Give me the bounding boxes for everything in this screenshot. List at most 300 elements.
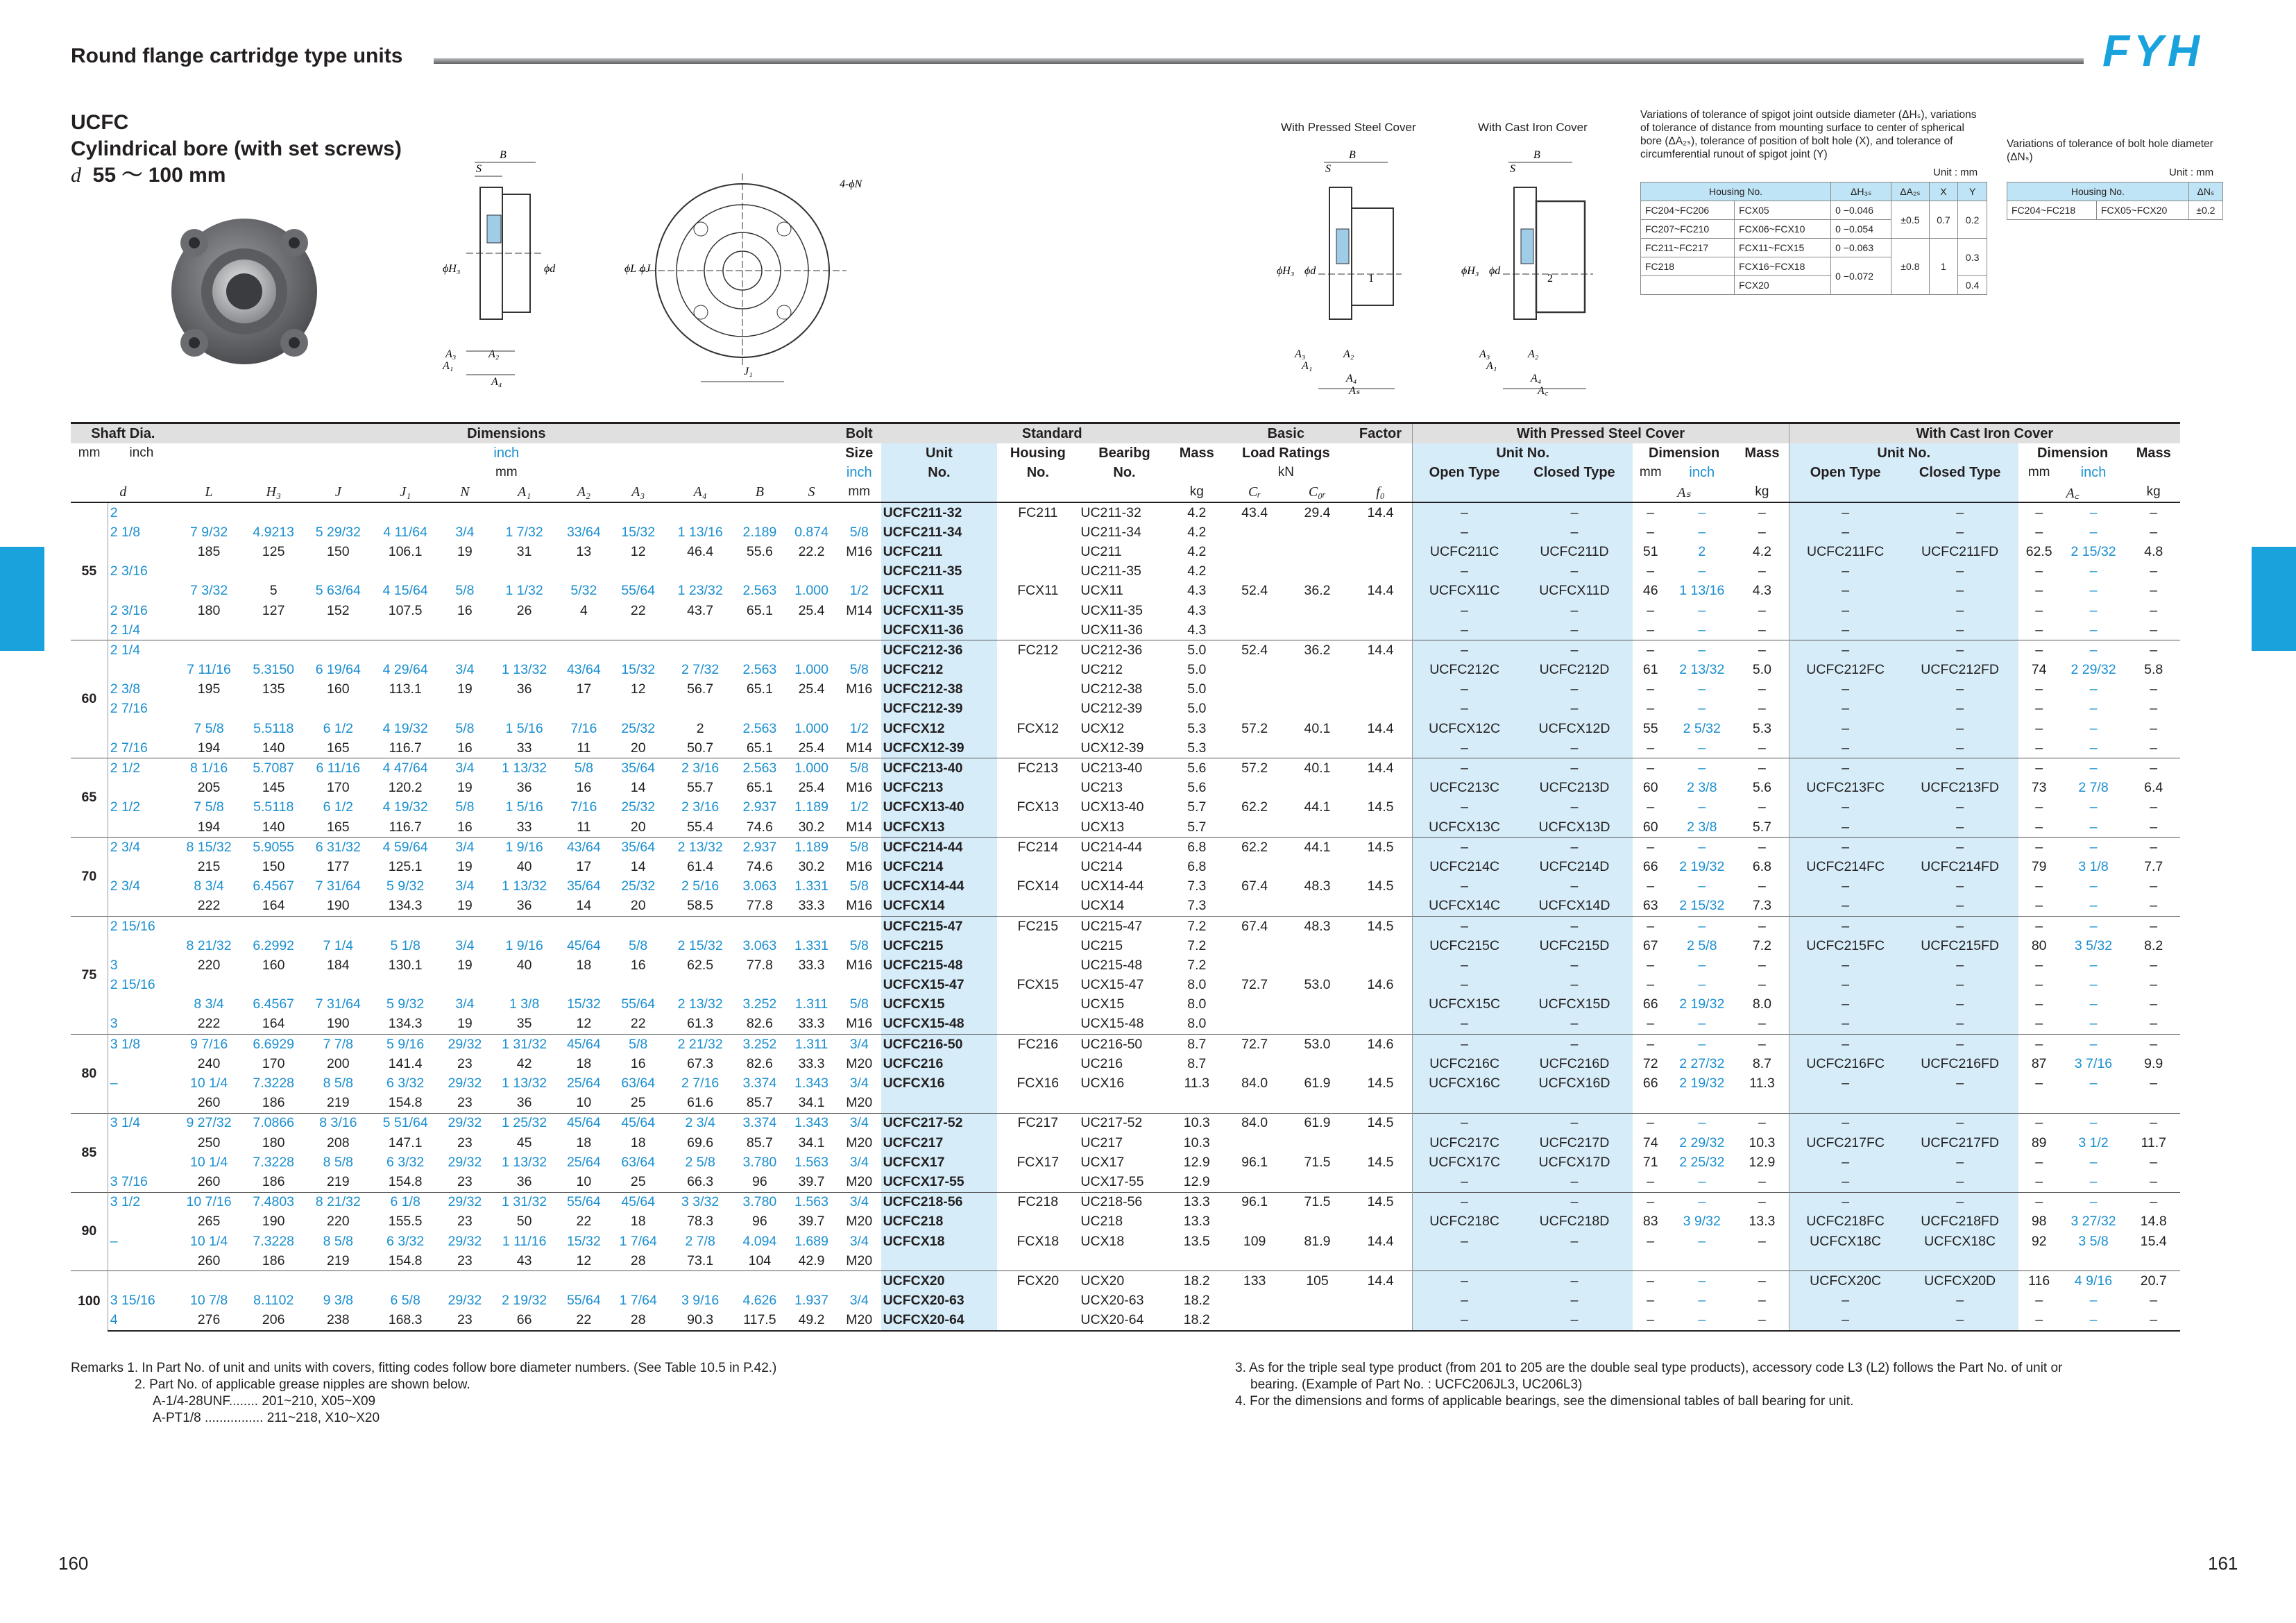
sym-b: B: [734, 482, 786, 502]
cast-closed-cell: –: [1902, 1311, 2018, 1331]
dimension-cell: [667, 620, 734, 640]
dimension-cell: 1 13/32: [502, 1076, 547, 1091]
steel-mass-cell: –: [1735, 916, 1789, 936]
unit-no-cell: UCFCX16: [881, 1073, 998, 1093]
cor-cell: [1286, 1054, 1348, 1073]
dimension-cell: 6.4567: [253, 996, 295, 1012]
steel-as-mm-cell: –: [1633, 838, 1668, 858]
housing-no-cell: [997, 542, 1078, 561]
cast-ac-inch-cell: –: [2089, 1293, 2098, 1309]
steel-mass-cell: –: [1735, 1271, 1789, 1291]
dimension-cell: 2 3/16: [681, 799, 720, 815]
mass-cell: 13.3: [1171, 1192, 1223, 1212]
svg-text:ϕd: ϕd: [1304, 265, 1316, 277]
bolt-cell: 1/2: [849, 720, 869, 736]
head-cast-closed: Closed Type: [1902, 463, 2018, 482]
unit-no-cell: UCFC215-48: [881, 955, 998, 975]
f0-cell: 14.4: [1349, 1271, 1413, 1291]
steel-as-mm-cell: –: [1647, 977, 1655, 993]
cr-cell: [1223, 995, 1286, 1014]
steel-open-cell: –: [1413, 976, 1516, 995]
cast-ac-mm-cell: –: [2018, 916, 2060, 936]
steel-closed-cell: UCFCX13D: [1516, 817, 1633, 838]
unit-no-cell: UCFCX13-40: [881, 798, 998, 817]
cor-cell: [1286, 601, 1348, 620]
cast-open-cell: UCFC213FC: [1789, 779, 1901, 798]
unit-no-cell: UCFC211-34: [881, 522, 998, 542]
dimension-cell: 11: [577, 819, 591, 835]
steel-as-inch-cell: –: [1698, 957, 1706, 973]
cast-ac-inch-cell: –: [2089, 740, 2098, 756]
dimension-cell: 1 7/64: [619, 1233, 657, 1249]
dimension-cell: 2 19/32: [502, 1293, 547, 1309]
cast-closed-cell: –: [1902, 640, 2018, 661]
cast-closed-cell: –: [1902, 1192, 2018, 1212]
steel-open-cell: –: [1413, 699, 1516, 719]
mass-cell: 13.5: [1183, 1233, 1210, 1249]
dimension-cell: 130.1: [388, 957, 423, 973]
dimension-cell: [176, 562, 243, 581]
cast-ac-inch-cell: –: [2089, 563, 2098, 579]
cast-closed-cell: –: [1902, 719, 2018, 738]
mass-cell: 4.3: [1187, 602, 1207, 618]
dimension-cell: 190: [327, 1016, 350, 1032]
dimension-cell: 90.3: [667, 1311, 734, 1331]
bearing-no-cell: UC218-56: [1078, 1192, 1170, 1212]
dimension-cell: 5.9055: [242, 838, 304, 858]
mass-cell: 5.0: [1187, 662, 1207, 678]
dimension-cell: [372, 916, 439, 936]
dimension-cell: [439, 1271, 491, 1291]
mass-cell: [1171, 1251, 1223, 1271]
bearing-no-cell: UC218: [1080, 1214, 1123, 1230]
dimension-cell: 28: [630, 1252, 646, 1268]
shaft-inch-cell: 3 1/2: [108, 1192, 175, 1212]
dimension-cell: 154.8: [388, 1173, 423, 1189]
shaft-inch-cell: [108, 1054, 175, 1073]
dimension-cell: 177: [327, 858, 350, 874]
dimension-cell: 2 7/32: [681, 662, 720, 678]
cast-open-cell: UCFC215FC: [1789, 936, 1901, 955]
bolt-cell: [837, 562, 881, 581]
cast-mass-cell: [2127, 1094, 2180, 1114]
dimension-cell: 2: [696, 720, 704, 736]
cast-ac-mm-cell: –: [2018, 1035, 2060, 1055]
cast-mass-cell: –: [2127, 1113, 2180, 1133]
bearing-no-cell: UCX12: [1080, 720, 1125, 736]
cast-open-cell: UCFC212FC: [1789, 661, 1901, 680]
steel-open-cell: UCFC214C: [1413, 857, 1516, 876]
table-row: [71, 955, 2180, 975]
steel-closed-cell: –: [1516, 798, 1633, 817]
steel-mass-cell: –: [1735, 502, 1789, 522]
steel-open-cell: UCFC215C: [1413, 936, 1516, 955]
dimension-cell: 19: [457, 780, 473, 796]
dimension-cell: 4 11/64: [383, 524, 427, 540]
shaft-inch-cell: [108, 581, 175, 601]
dimension-cell: 1.331: [794, 937, 828, 953]
dimension-cell: 17: [576, 681, 592, 697]
steel-as-mm-cell: –: [1633, 916, 1668, 936]
dimension-cell: 3/4: [455, 524, 475, 540]
steel-as-inch-cell: –: [1698, 563, 1706, 579]
housing-no-cell: [997, 1054, 1078, 1073]
dimension-cell: 55/64: [566, 1293, 601, 1309]
steel-as-inch-cell: –: [1668, 1192, 1735, 1212]
steel-as-inch-cell: 2: [1698, 543, 1706, 559]
dimension-cell: 2.937: [742, 799, 777, 815]
cast-closed-cell: UCFC217FD: [1902, 1133, 2018, 1153]
housing-no-cell: [997, 620, 1078, 640]
dimension-cell: 15/32: [621, 524, 656, 540]
shaft-inch-cell: 2 7/16: [110, 701, 148, 717]
dimension-cell: 66: [491, 1311, 558, 1331]
dimension-cell: 45/64: [610, 1113, 667, 1133]
steel-as-inch-cell: –: [1698, 681, 1706, 697]
bearing-no-cell: UCX14-44: [1080, 878, 1144, 894]
dimension-cell: [734, 502, 786, 522]
cast-mass-cell: –: [2127, 1192, 2180, 1212]
unit-no-cell: UCFCX11: [881, 581, 998, 601]
cast-ac-mm-cell: 79: [2031, 858, 2047, 874]
steel-open-cell: –: [1413, 1172, 1516, 1192]
cor-cell: 36.2: [1304, 583, 1331, 599]
cor-cell: 48.3: [1304, 878, 1331, 894]
dimension-cell: [558, 699, 610, 719]
dimension-cell: 7 31/64: [315, 996, 361, 1012]
dimension-cell: 170: [262, 1055, 285, 1071]
cast-ac-inch-cell: –: [2060, 916, 2127, 936]
cast-closed-cell: –: [1902, 897, 2018, 917]
dimension-cell: 58.5: [687, 898, 714, 914]
housing-no-cell: [997, 1311, 1078, 1331]
cor-cell: [1286, 779, 1348, 798]
steel-mass-cell: –: [1758, 1173, 1766, 1189]
dimension-cell: [667, 640, 734, 661]
housing-no-cell: FCX14: [1017, 878, 1060, 894]
dimension-cell: 140: [262, 740, 285, 756]
dimension-cell: [176, 916, 243, 936]
svg-text:S: S: [476, 163, 482, 175]
steel-closed-cell: UCFC218D: [1516, 1212, 1633, 1232]
dimension-cell: [242, 699, 304, 719]
cast-closed-cell: –: [1902, 699, 2018, 719]
steel-as-mm-cell: –: [1647, 701, 1655, 717]
dimension-cell: 186: [262, 1252, 285, 1268]
shaft-mm-cell: 70: [71, 838, 108, 917]
steel-mass-cell: 12.9: [1749, 1154, 1776, 1170]
dimension-cell: 20: [630, 740, 646, 756]
remark-2: 2. Part No. of applicable grease nipples are shown below.: [135, 1377, 470, 1392]
sym-s: S: [785, 482, 837, 502]
svg-text:ϕH₃: ϕH₃: [1277, 265, 1295, 277]
steel-open-cell: –: [1413, 1014, 1516, 1035]
cast-closed-cell: –: [1902, 601, 2018, 620]
steel-closed-cell: –: [1516, 1311, 1633, 1331]
steel-as-inch-cell: 3 9/32: [1683, 1214, 1721, 1230]
dimension-cell: 2 7/8: [685, 1233, 715, 1249]
cor-cell: [1286, 1311, 1348, 1331]
cr-cell: [1223, 601, 1286, 620]
shaft-inch-cell: [108, 1153, 175, 1172]
dimension-cell: [558, 1271, 610, 1291]
cast-ac-mm-cell: –: [2035, 1293, 2043, 1309]
steel-mass-cell: 8.7: [1752, 1055, 1771, 1071]
mass-cell: 10.3: [1183, 1135, 1210, 1150]
dimension-cell: 63/64: [621, 1076, 656, 1091]
dimension-cell: 22: [576, 1214, 592, 1230]
dimension-cell: 8 3/4: [194, 996, 224, 1012]
housing-no-cell: [997, 1094, 1078, 1114]
cor-cell: [1286, 1212, 1348, 1232]
cast-ac-mm-cell: –: [2035, 957, 2043, 973]
dimension-cell: 219: [327, 1252, 350, 1268]
cr-cell: [1223, 857, 1286, 876]
head-bolt: Bolt: [837, 423, 881, 444]
dimension-cell: 12: [576, 1252, 592, 1268]
page-number-right: 161: [2208, 1553, 2238, 1574]
bolt-cell: 1/2: [849, 799, 869, 815]
shaft-mm-cell: 55: [71, 502, 108, 640]
cor-cell: 44.1: [1286, 838, 1348, 858]
dimension-cell: 7.4803: [242, 1192, 304, 1212]
unit-no-cell: UCFC218: [881, 1212, 998, 1232]
dimension-cell: 4 59/64: [372, 838, 439, 858]
dimension-cell: [176, 502, 243, 522]
cast-closed-cell: UCFC213FD: [1902, 779, 2018, 798]
sym-kg: kg: [1171, 482, 1223, 502]
housing-no-cell: [997, 661, 1078, 680]
dimension-cell: 1.343: [794, 1076, 828, 1091]
sym-cor: C₀ᵣ: [1286, 482, 1348, 502]
dimension-cell: 125.1: [388, 858, 423, 874]
f0-cell: [1349, 857, 1413, 876]
dimension-cell: 16: [576, 780, 592, 796]
unit-no-cell: UCFC213: [881, 779, 998, 798]
dimension-cell: 4.094: [742, 1233, 777, 1249]
table-row: [71, 1192, 2180, 1212]
dimension-cell: [242, 620, 304, 640]
cast-ac-inch-cell: –: [2089, 996, 2098, 1012]
cast-ac-inch-cell: 3 7/16: [2074, 1055, 2113, 1071]
dimension-cell: 33/64: [566, 524, 601, 540]
cast-mass-cell: –: [2150, 701, 2158, 717]
dimension-cell: [439, 620, 491, 640]
dimension-cell: 6 1/2: [323, 720, 354, 736]
tol1-cell: [1641, 276, 1735, 295]
dimension-cell: 4 47/64: [372, 758, 439, 779]
dimension-cell: 1.000: [794, 662, 828, 678]
cast-ac-mm-cell: –: [2035, 701, 2043, 717]
head-size: Size: [845, 445, 874, 461]
tol1-cell: 1: [1929, 239, 1958, 295]
bearing-no-cell: UCX20: [1078, 1271, 1170, 1291]
cast-ac-inch-cell: –: [2089, 819, 2098, 835]
dimension-cell: 164: [262, 898, 285, 914]
steel-as-mm-cell: 61: [1642, 662, 1658, 678]
steel-as-inch-cell: 2 19/32: [1679, 858, 1725, 874]
dimension-cell: [785, 916, 837, 936]
shaft-inch-cell: 2 3/16: [110, 563, 148, 579]
unit-no-cell: UCFC218-56: [881, 1192, 998, 1212]
bolt-cell: 3/4: [849, 1154, 869, 1170]
bearing-no-cell: UCX11: [1080, 583, 1123, 599]
dimension-cell: 10 7/16: [176, 1192, 243, 1212]
cast-ac-inch-cell: –: [2089, 1154, 2098, 1170]
f0-cell: [1349, 995, 1413, 1014]
dimension-cell: 205: [197, 780, 221, 796]
dimension-cell: 29/32: [439, 1192, 491, 1212]
cast-ac-inch-cell: 4 9/16: [2060, 1271, 2127, 1291]
dimension-cell: 25/32: [621, 878, 656, 894]
shaft-inch-cell: [108, 1094, 175, 1114]
unit-no-cell: UCFC212-38: [881, 680, 998, 699]
dimension-cell: 29/32: [439, 1113, 491, 1133]
bolt-cell: M16: [846, 780, 873, 796]
tolerance-table-1: [1640, 182, 1987, 295]
steel-closed-cell: –: [1516, 1271, 1633, 1291]
steel-as-inch-cell: –: [1698, 977, 1706, 993]
cast-ac-mm-cell: 80: [2031, 937, 2047, 953]
dimension-cell: [372, 976, 439, 995]
shaft-inch-cell: –: [110, 1076, 118, 1091]
tol1-head-y: Y: [1958, 182, 1987, 201]
dimension-cell: 25: [630, 1173, 646, 1189]
dimension-cell: 1.000: [785, 758, 837, 779]
cast-closed-cell: –: [1902, 817, 2018, 838]
cor-cell: [1286, 680, 1348, 699]
dimension-cell: 25/64: [566, 1154, 601, 1170]
cr-cell: [1223, 1014, 1286, 1035]
dimension-cell: 10 7/8: [189, 1293, 228, 1309]
unit-no-cell: [881, 1251, 998, 1271]
dimension-cell: [734, 916, 786, 936]
svg-text:S: S: [1325, 163, 1331, 175]
cast-mass-cell: 14.8: [2140, 1214, 2167, 1230]
dimension-cell: 4 19/32: [382, 720, 428, 736]
cast-open-cell: –: [1789, 680, 1901, 699]
steel-as-mm-cell: 83: [1642, 1214, 1658, 1230]
dimension-cell: [242, 1271, 304, 1291]
cast-closed-cell: –: [1902, 581, 2018, 601]
dimension-cell: 19: [457, 898, 473, 914]
dimension-cell: 56.7: [687, 681, 714, 697]
head-steel-mm: mm: [1639, 465, 1662, 479]
shaft-inch-cell: [108, 936, 175, 955]
dimension-cell: 7.3228: [253, 1076, 295, 1091]
cast-ac-inch-cell: –: [2089, 878, 2098, 894]
svg-text:A₃: A₃: [1295, 348, 1306, 360]
steel-closed-cell: –: [1516, 699, 1633, 719]
tol1-cell: 0.3: [1958, 239, 1987, 276]
svg-text:B: B: [1533, 149, 1540, 161]
remark-2b: A-PT1/8 ................ 211~218, X10~X20: [153, 1411, 380, 1425]
cast-ac-mm-cell: –: [2035, 681, 2043, 697]
tol1-cell: FCX20: [1735, 276, 1831, 295]
dimension-cell: [305, 1271, 372, 1291]
cast-ac-mm-cell: –: [2018, 758, 2060, 779]
steel-as-inch-cell: [1668, 1251, 1735, 1271]
steel-mass-cell: –: [1735, 838, 1789, 858]
bolt-cell: [837, 699, 881, 719]
bolt-cell: [837, 1271, 881, 1291]
dimension-cell: 19: [457, 543, 473, 559]
steel-closed-cell: –: [1516, 680, 1633, 699]
head-dimensions: Dimensions: [176, 423, 837, 444]
cast-mass-cell: –: [2150, 878, 2158, 894]
shaft-inch-cell: 2 1/4: [110, 622, 141, 638]
f0-cell: 14.4: [1367, 720, 1394, 736]
cast-ac-mm-cell: –: [2035, 996, 2043, 1012]
steel-as-mm-cell: –: [1647, 1293, 1655, 1309]
dimension-cell: 14: [576, 898, 592, 914]
svg-text:B: B: [500, 149, 507, 161]
dimension-cell: 116.7: [389, 819, 422, 835]
steel-open-cell: –: [1413, 1232, 1516, 1251]
cast-ac-inch-cell: –: [2089, 524, 2098, 540]
bolt-cell: 3/4: [837, 1035, 881, 1055]
cor-cell: [1286, 562, 1348, 581]
front-view-drawing: [624, 167, 874, 402]
tol1-head-h3s: ΔH₃ₛ: [1831, 182, 1891, 201]
housing-no-cell: [997, 779, 1078, 798]
steel-open-cell: –: [1413, 916, 1516, 936]
table-row: [71, 699, 2180, 719]
steel-as-mm-cell: –: [1647, 878, 1655, 894]
svg-text:Aₛ: Aₛ: [1349, 385, 1360, 397]
tol1-cell: 0.4: [1958, 276, 1987, 295]
head-mm: mm: [78, 445, 101, 460]
dimension-cell: 4.626: [742, 1293, 777, 1309]
steel-mass-cell: –: [1758, 602, 1766, 618]
mass-cell: 6.8: [1171, 838, 1223, 858]
dimension-cell: 25.4: [798, 740, 825, 756]
bolt-cell: M16: [846, 957, 873, 973]
dimension-cell: 3.063: [742, 937, 777, 953]
dimension-cell: 2.563: [742, 662, 777, 678]
steel-closed-cell: –: [1516, 601, 1633, 620]
cast-ac-inch-cell: 3 1/8: [2078, 858, 2109, 874]
steel-mass-cell: 5.7: [1752, 819, 1771, 835]
cast-ac-mm-cell: –: [2035, 524, 2043, 540]
dimension-cell: [491, 699, 558, 719]
cast-mass-cell: 5.8: [2144, 662, 2163, 678]
table-row: [71, 936, 2180, 955]
head-load-ratings: Load Ratings: [1241, 445, 1330, 461]
svg-text:2: 2: [1547, 273, 1553, 284]
dimension-cell: 5/32: [570, 583, 597, 599]
dimension-cell: [305, 620, 372, 640]
dimension-cell: 5/8: [610, 1035, 667, 1055]
dimension-cell: 2 3/16: [667, 758, 734, 779]
steel-mass-cell: –: [1758, 524, 1766, 540]
dimension-cell: 165: [327, 740, 350, 756]
bearing-no-cell: UC216-50: [1078, 1035, 1170, 1055]
head-steel-mass: Mass: [1744, 445, 1780, 461]
dimension-cell: [785, 562, 837, 581]
f0-cell: 14.4: [1367, 1233, 1394, 1249]
dimension-cell: [785, 620, 837, 640]
dimension-cell: 3/4: [455, 996, 475, 1012]
cast-open-cell: –: [1789, 522, 1901, 542]
brand-logo: FYH: [2102, 26, 2204, 76]
cast-closed-cell: UCFCX20D: [1902, 1271, 2018, 1291]
f0-cell: [1349, 562, 1413, 581]
cr-cell: 84.0: [1241, 1076, 1268, 1091]
steel-as-mm-cell: –: [1647, 1016, 1655, 1032]
cor-cell: 40.1: [1286, 758, 1348, 779]
shaft-inch-cell: 3: [110, 957, 118, 973]
